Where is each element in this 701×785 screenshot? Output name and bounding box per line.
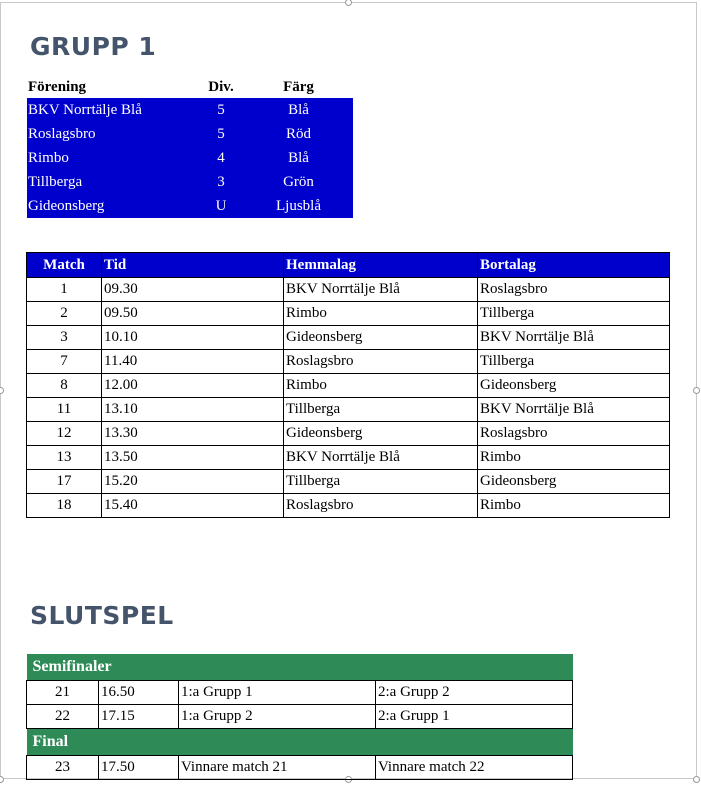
playoffs-title: SLUTSPEL bbox=[30, 601, 174, 630]
column-header: Match bbox=[27, 253, 102, 278]
away-team: Rimbo bbox=[478, 446, 670, 470]
away-team: BKV Norrtälje Blå bbox=[478, 326, 670, 350]
away-team: Tillberga bbox=[478, 302, 670, 326]
club-row bbox=[27, 122, 353, 146]
club-color: Ljusblå bbox=[244, 194, 353, 218]
column-header: Förening bbox=[28, 78, 87, 95]
club-division: 5 bbox=[198, 98, 244, 122]
away-team: Vinnare match 22 bbox=[376, 756, 573, 780]
match-time: 17.15 bbox=[99, 705, 179, 729]
home-team: Gideonsberg bbox=[284, 326, 478, 350]
club-row bbox=[27, 194, 353, 218]
match-time: 13.10 bbox=[102, 398, 284, 422]
club-table-header bbox=[27, 76, 353, 98]
column-header: Tid bbox=[102, 253, 284, 278]
match-number: 17 bbox=[27, 470, 102, 494]
home-team: Tillberga bbox=[284, 470, 478, 494]
home-team: Gideonsberg bbox=[284, 422, 478, 446]
final-label: Final bbox=[27, 729, 179, 756]
away-team: BKV Norrtälje Blå bbox=[478, 398, 670, 422]
table-row bbox=[27, 470, 670, 494]
home-team: Rimbo bbox=[284, 374, 478, 398]
club-name: Rimbo bbox=[27, 146, 198, 170]
club-row bbox=[27, 146, 353, 170]
club-division: 5 bbox=[198, 122, 244, 146]
table-row bbox=[27, 398, 670, 422]
match-number: 11 bbox=[27, 398, 102, 422]
table-row bbox=[27, 494, 670, 518]
match-time: 09.50 bbox=[102, 302, 284, 326]
match-number: 22 bbox=[27, 705, 99, 729]
match-time: 12.00 bbox=[102, 374, 284, 398]
table-row bbox=[27, 705, 573, 729]
column-header: Bortalag bbox=[478, 253, 670, 278]
away-team: Gideonsberg bbox=[478, 470, 670, 494]
club-row bbox=[27, 98, 353, 122]
away-team: Roslagsbro bbox=[478, 278, 670, 302]
group-title: GRUPP 1 bbox=[30, 32, 157, 61]
resize-handle-bottom-left[interactable] bbox=[0, 776, 4, 783]
playoff-table bbox=[26, 654, 573, 780]
match-number: 7 bbox=[27, 350, 102, 374]
column-header: Hemmalag bbox=[284, 253, 478, 278]
match-number: 12 bbox=[27, 422, 102, 446]
home-team: 1:a Grupp 2 bbox=[179, 705, 376, 729]
match-time: 13.50 bbox=[102, 446, 284, 470]
club-color: Röd bbox=[244, 122, 353, 146]
match-time: 09.30 bbox=[102, 278, 284, 302]
match-number: 1 bbox=[27, 278, 102, 302]
club-division: 3 bbox=[198, 170, 244, 194]
semifinal-section-row bbox=[27, 654, 573, 681]
schedule-header-row bbox=[27, 253, 670, 278]
home-team: Vinnare match 21 bbox=[179, 756, 376, 780]
home-team: Tillberga bbox=[284, 398, 478, 422]
match-number: 23 bbox=[27, 756, 99, 780]
match-time: 10.10 bbox=[102, 326, 284, 350]
match-number: 13 bbox=[27, 446, 102, 470]
home-team: BKV Norrtälje Blå bbox=[284, 446, 478, 470]
club-row bbox=[27, 170, 353, 194]
home-team: 1:a Grupp 1 bbox=[179, 681, 376, 705]
match-number: 3 bbox=[27, 326, 102, 350]
club-color: Blå bbox=[244, 98, 353, 122]
table-row bbox=[27, 756, 573, 780]
match-time: 13.30 bbox=[102, 422, 284, 446]
club-division: U bbox=[198, 194, 244, 218]
match-time: 17.50 bbox=[99, 756, 179, 780]
away-team: Gideonsberg bbox=[478, 374, 670, 398]
column-header: Färg bbox=[283, 78, 314, 95]
match-time: 15.40 bbox=[102, 494, 284, 518]
table-row bbox=[27, 350, 670, 374]
match-time: 11.40 bbox=[102, 350, 284, 374]
club-table bbox=[27, 76, 353, 218]
table-row bbox=[27, 446, 670, 470]
home-team: BKV Norrtälje Blå bbox=[284, 278, 478, 302]
match-time: 16.50 bbox=[99, 681, 179, 705]
home-team: Roslagsbro bbox=[284, 350, 478, 374]
match-time: 15.20 bbox=[102, 470, 284, 494]
away-team: 2:a Grupp 2 bbox=[376, 681, 573, 705]
match-number: 18 bbox=[27, 494, 102, 518]
table-row bbox=[27, 681, 573, 705]
match-number: 21 bbox=[27, 681, 99, 705]
club-name: Tillberga bbox=[27, 170, 198, 194]
resize-handle-bottom-right[interactable] bbox=[693, 776, 700, 783]
match-schedule-table bbox=[26, 252, 670, 518]
away-team: Roslagsbro bbox=[478, 422, 670, 446]
table-row bbox=[27, 326, 670, 350]
club-name: BKV Norrtälje Blå bbox=[27, 98, 198, 122]
club-color: Blå bbox=[244, 146, 353, 170]
club-name: Gideonsberg bbox=[27, 194, 198, 218]
column-header: Div. bbox=[208, 78, 234, 95]
table-row bbox=[27, 422, 670, 446]
match-number: 2 bbox=[27, 302, 102, 326]
semifinal-label: Semifinaler bbox=[27, 654, 179, 681]
club-name: Roslagsbro bbox=[27, 122, 198, 146]
away-team: Tillberga bbox=[478, 350, 670, 374]
club-color: Grön bbox=[244, 170, 353, 194]
table-row bbox=[27, 302, 670, 326]
final-section-row bbox=[27, 729, 573, 756]
table-row bbox=[27, 278, 670, 302]
away-team: 2:a Grupp 1 bbox=[376, 705, 573, 729]
away-team: Rimbo bbox=[478, 494, 670, 518]
home-team: Roslagsbro bbox=[284, 494, 478, 518]
table-row bbox=[27, 374, 670, 398]
home-team: Rimbo bbox=[284, 302, 478, 326]
resize-handle-right[interactable] bbox=[693, 387, 700, 394]
match-number: 8 bbox=[27, 374, 102, 398]
club-division: 4 bbox=[198, 146, 244, 170]
